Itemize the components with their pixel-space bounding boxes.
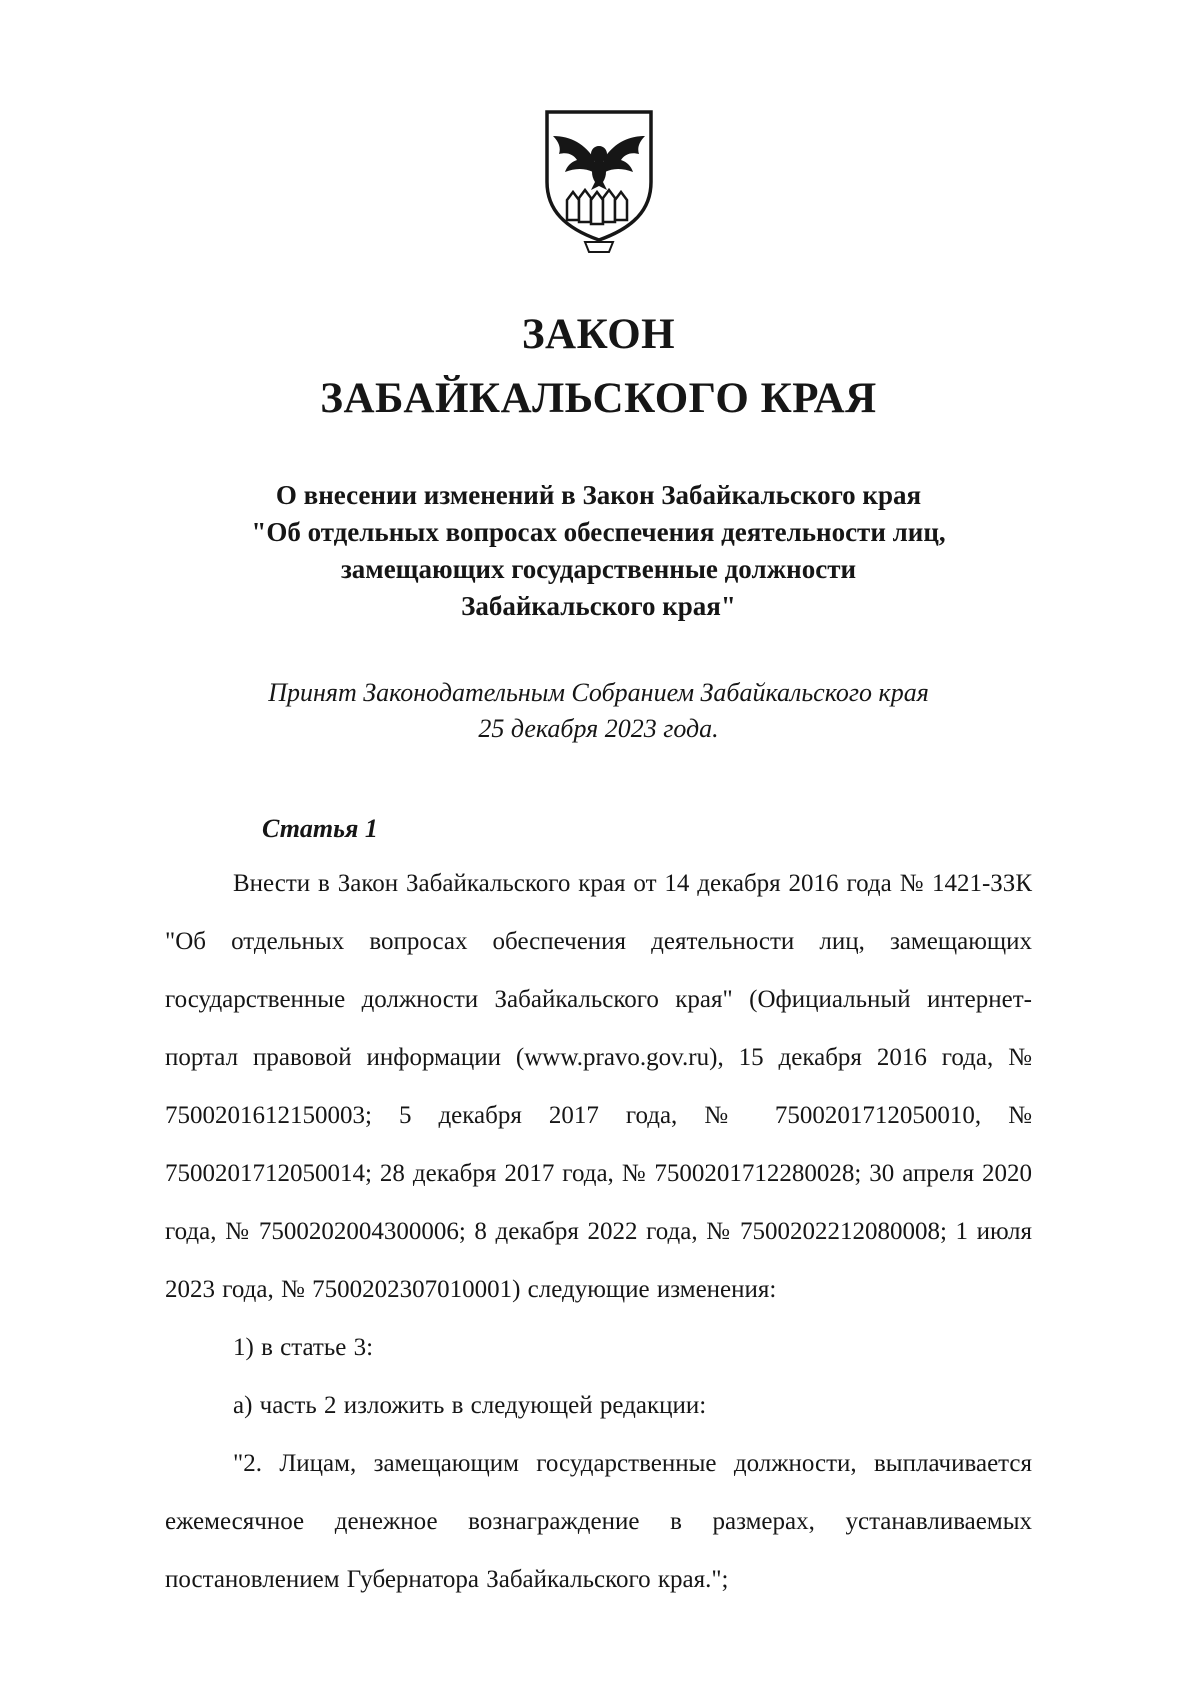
coat-of-arms-graphic bbox=[537, 108, 661, 254]
article-1-body bbox=[165, 855, 1032, 1609]
article-1-heading: Статья 1 bbox=[262, 814, 378, 843]
paragraph-item-1: 1) в статье 3: bbox=[233, 1334, 374, 1361]
document-subject-line-4: Забайкальского края" bbox=[461, 591, 736, 621]
document-subject-line-1: О внесении изменений в Закон Забайкальского края bbox=[275, 480, 922, 510]
document-subject-line-3: замещающих государственные должности bbox=[340, 554, 857, 584]
document-title-line-1: ЗАКОН bbox=[521, 311, 676, 358]
palisade-shape bbox=[567, 190, 627, 224]
paragraph-new-part-2: "2. Лицам, замещающим государственные должности, выплачивается ежемесячное денежное вознаграждение в размерах, устанавливаемых постановлением Губернатора Забайкальского края."; bbox=[165, 1450, 1032, 1593]
document-subject bbox=[165, 477, 1032, 625]
adoption-note-line-1: Принят Законодательным Собранием Забайкальского края bbox=[268, 678, 929, 707]
paragraph-item-a: а) часть 2 изложить в следующей редакции: bbox=[233, 1392, 707, 1419]
paragraph-amendment-intro: Внести в Закон Забайкальского края от 14 декабря 2016 года № 1421-ЗЗК "Об отдельных вопросах обеспечения деятельности лиц, замещающих государственные должности Забайкальского края" (Официальный интернет-портал правовой информации (www.pravo.gov.ru), 15 декабря 2016 года, № 7500201612150003; 5 декабря 2017 года, № 7500201712050010, № 7500201712050014; 28 декабря 2017 года, № 7500201712280028; 30 апреля 2020 года, № 7500202004300006; 8 декабря 2022 года, № 7500202212080008; 1 июля 2023 года, № 7500202307010001) следующие изменения: bbox=[165, 870, 1032, 1303]
scroll-shape bbox=[585, 242, 613, 252]
coat-of-arms bbox=[537, 108, 661, 259]
document-title bbox=[165, 303, 1032, 431]
adoption-note bbox=[165, 675, 1032, 747]
document-title-line-2: ЗАБАЙКАЛЬСКОГО КРАЯ bbox=[320, 375, 877, 422]
document-subject-line-2: "Об отдельных вопросах обеспечения деятельности лиц, bbox=[251, 517, 946, 547]
adoption-note-line-2: 25 декабря 2023 года. bbox=[478, 714, 719, 743]
